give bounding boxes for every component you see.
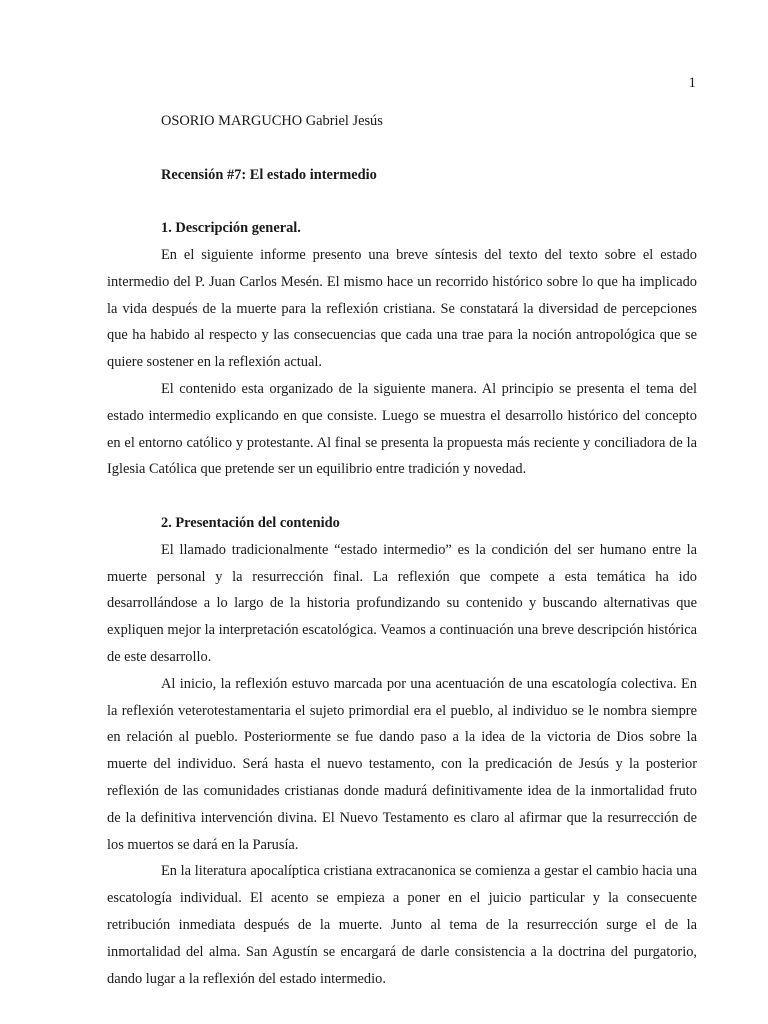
section-heading-presentacion: 2. Presentación del contenido [161, 514, 340, 531]
paragraph: En la literatura apocalíptica cristiana extracanonica se comienza a gestar el cambio hacia una escatología individual. El acento se empieza a poner en el juicio particular y la consecuente retribución inmediata después de la muerte. Junto al tema de la resurrección surge el de la inmortalidad del alma. San Agustín se encargará de darle consistencia a la doctrina del purgatorio, dando lugar a la reflexión del estado intermedio. [107, 863, 697, 987]
document-body [107, 108, 697, 992]
paragraph: Al inicio, la reflexión estuvo marcada por una acentuación de una escatología colectiva. En la reflexión veterotestamentaria el sujeto primordial era el pueblo, al individuo se le nombra siempre en relación al pueblo. Posteriormente se fue dando paso a la idea de la victoria de Dios sobre la muerte del individuo. Será hasta el nuevo testamento, con la predicación de Jesús y la posterior reflexión de las comunidades cristianas donde madurá definitivamente idea de la inmortalidad fruto de la definitiva intervención divina. El Nuevo Testamento es claro al afirmar que la resurrección de los muertos se dará en la Parusía. [107, 675, 697, 853]
section-heading-descripcion: 1. Descripción general. [161, 220, 301, 237]
document-title: Recensión #7: El estado intermedio [161, 166, 377, 183]
paragraph: El contenido esta organizado de la siguiente manera. Al principio se presenta el tema del estado intermedio explicando en que consiste. Luego se muestra el desarrollo histórico del concepto en el entorno católico y protestante. Al final se presenta la propuesta más reciente y conciliadora de la Iglesia Católica que pretende ser un equilibrio entre tradición y novedad. [107, 380, 697, 478]
paragraph: El llamado tradicionalmente “estado intermedio” es la condición del ser humano entre la muerte personal y la resurrección final. La reflexión que compete a esta temática ha ido desarrollándose a lo largo de la historia profundizando su contenido y buscando alternativas que expliquen mejor la interpretación escatológica. Veamos a continuación una breve descripción histórica de este desarrollo. [107, 541, 697, 665]
page-number: 1 [688, 75, 696, 91]
author-name: OSORIO MARGUCHO Gabriel Jesús [161, 113, 383, 129]
paragraph: En el siguiente informe presento una breve síntesis del texto del texto sobre el estado intermedio del P. Juan Carlos Mesén. El mismo hace un recorrido histórico sobre lo que ha implicado la vida después de la muerte para la reflexión cristiana. Se constatará la diversidad de percepciones que ha habido al respecto y las consecuencias que cada una trae para la noción antropológica que se quiere sostener en la reflexión actual. [107, 246, 697, 371]
